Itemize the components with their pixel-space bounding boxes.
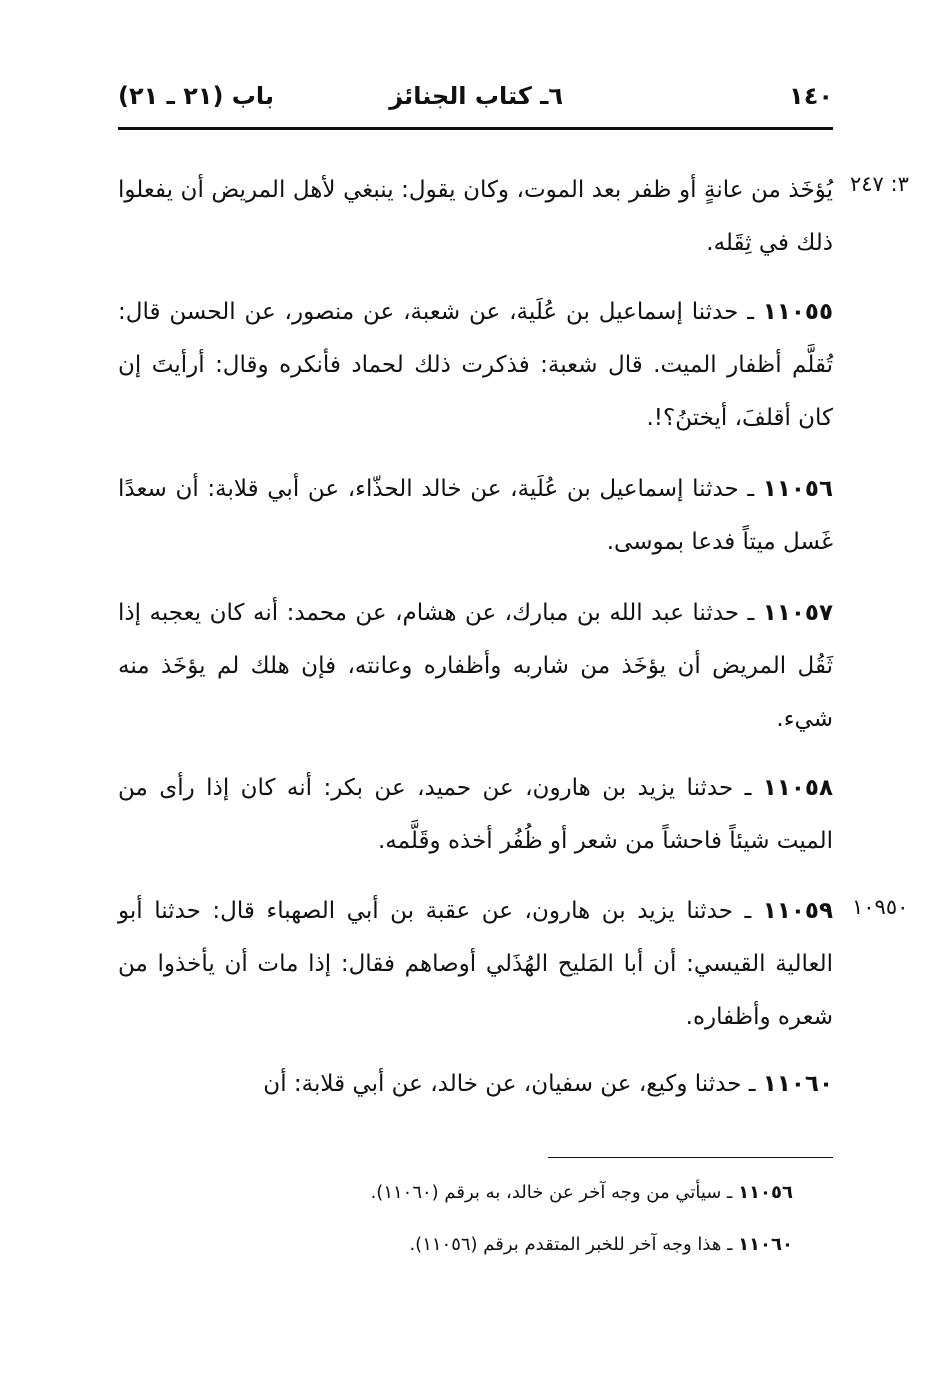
paragraph-continuation xyxy=(118,164,833,270)
footnote-number: ١١٠٦٠ xyxy=(738,1234,793,1255)
footnote-divider xyxy=(548,1157,833,1158)
hadith-number: ١١٠٥٨ xyxy=(762,775,833,801)
hadith-text: ـ حدثنا عبد الله بن مبارك، عن هشام، عن محمد: أنه كان يعجبه إذا ثَقُل المريض أن يؤخَذ من شاربه وأظفاره وعانته، فإن هلك لم يؤخَذ منه شيء. xyxy=(118,600,833,732)
hadith-number: ١١٠٥٥ xyxy=(762,299,833,325)
hadith-text: ـ حدثنا يزيد بن هارون، عن عقبة بن أبي الصهباء قال: حدثنا أبو العالية القيسي: أن أبا المَليح الهُذَلي أوصاهم فقال: إذا مات أن يأخذوا من شعره وأظفاره. xyxy=(118,898,833,1030)
hadith-paragraph xyxy=(118,1058,833,1111)
paragraph-text: يُؤخَذ من عانةٍ أو ظفر بعد الموت، وكان يقول: ينبغي لأهل المريض أن يفعلوا ذلك في ثِقَله. xyxy=(118,177,833,256)
footnote-number: ١١٠٥٦ xyxy=(738,1182,793,1203)
hadith-text: ـ حدثنا إسماعيل بن عُلَية، عن شعبة، عن منصور، عن الحسن قال: تُقلَّم أظفار الميت. قال شعبة: فذكرت ذلك لحماد فأنكره وقال: أرأيتَ إن كان أقلفَ، أيختنُ؟!. xyxy=(118,299,833,431)
hadith-paragraph xyxy=(118,286,833,445)
footnote-text: ـ سيأتي من وجه آخر عن خالد، به برقم (١١٠٦٠). xyxy=(370,1182,739,1203)
hadith-number: ١١٠٦٠ xyxy=(762,1071,833,1097)
hadith-number: ١١٠٥٦ xyxy=(762,476,833,502)
hadith-text: ـ حدثنا إسماعيل بن عُلَية، عن خالد الحذّاء، عن أبي قلابة: أن سعدًا غَسل ميتاً فدعا بموسى. xyxy=(118,476,833,555)
hadith-text: ـ حدثنا وكيع، عن سفيان، عن خالد، عن أبي قلابة: أن xyxy=(263,1071,763,1097)
footnote xyxy=(409,1234,793,1255)
hadith-paragraph xyxy=(118,885,833,1044)
footnote xyxy=(371,1182,793,1203)
header-divider xyxy=(118,127,833,130)
hadith-paragraph xyxy=(118,762,833,868)
hadith-paragraph xyxy=(118,587,833,746)
hadith-paragraph xyxy=(118,463,833,569)
running-header xyxy=(118,82,833,122)
margin-reference: ٣: ٢٤٧ xyxy=(850,172,909,196)
book-title: ٦ـ كتاب الجنائز xyxy=(389,82,563,110)
hadith-number: ١١٠٥٧ xyxy=(762,600,833,626)
chapter-heading: باب (٢١ ـ ٢١) xyxy=(118,82,274,110)
margin-reference: ١٠٩٥٠ xyxy=(852,895,909,919)
footnote-text: ـ هذا وجه آخر للخبر المتقدم برقم (١١٠٥٦). xyxy=(409,1234,739,1255)
hadith-text: ـ حدثنا يزيد بن هارون، عن حميد، عن بكر: أنه كان إذا رأى من الميت شيئاً فاحشاً من شعر أو ظُفُر أخذه وقَلَّمه. xyxy=(118,775,833,854)
page-number: ١٤٠ xyxy=(789,82,833,110)
hadith-number: ١١٠٥٩ xyxy=(762,898,833,924)
